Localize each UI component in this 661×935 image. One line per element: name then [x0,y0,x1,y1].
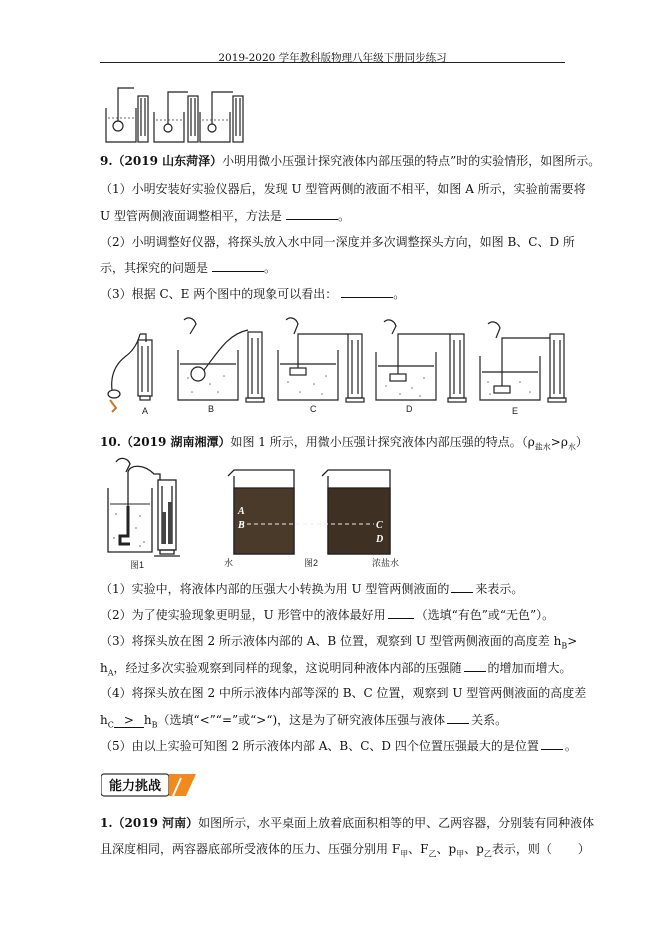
q9-figure-abcde [100,312,570,418]
q10-part1 [100,580,565,597]
q9-part2-blank[interactable] [212,259,264,272]
q10-point-a: A [238,506,245,517]
top-apparatus-figure [100,78,245,146]
q9-fig-label-c: C [310,404,317,414]
section-title: 能力挑战 [108,779,162,794]
q10-part4-end: 关系。 [471,713,508,727]
q10-part4-sub-b: B [151,720,158,730]
q1-c3: 、p [464,842,484,856]
q1-line1 [100,815,595,831]
q10-part3-gt: > [567,634,578,648]
q1-c1: 、F [408,842,429,856]
q10-point-b: B [238,520,245,531]
q9-stem [100,153,601,169]
q10-part5-text: （5）由以上实验可知图 2 所示液体内部 A、B、C、D 四个位置压强最大的是位置 [100,739,539,753]
q10-point-c: C [376,520,383,531]
q10-part1-blank[interactable] [451,580,473,593]
q10-part2 [100,606,565,623]
q1-c2: 、p [436,842,457,856]
q10-fig2-label: 图2 [304,558,319,568]
q10-part4-answer[interactable]: > [114,714,144,728]
q10-stem-close: ） [575,435,588,449]
q10-part3-h: h [100,661,108,675]
q10-part4-h1: h [100,713,108,727]
q9-stem-text: 小明用微小压强计探究液体内部压强的特点”时的实验情形，如图所示。 [222,154,601,168]
q10-part2-text: （2）为了使实验现象更明显，U 形管中的液体最好用 [100,608,386,622]
q10-part1-end: 来表示。 [475,582,524,596]
q1-line2-end: 表示，则（ [491,842,552,856]
q10-part5-end: 。 [564,739,577,753]
q10-point-d: D [376,534,384,545]
q10-part4-sub-c: C [107,720,114,730]
q10-rho-water-sub: 水 [567,442,576,452]
q10-part3-line2 [100,659,572,681]
q10-rho-gt: >ρ [550,435,568,449]
page-header: 2019-2020 学年教科版物理八年级下册同步练习 [218,52,447,64]
q10-source: （2019 湖南湘潭） [120,435,231,449]
q9-part1-line2 [100,207,565,224]
q9-part1-line1: （1）小明安装好实验仪器后，发现 U 型管两侧的液面不相平，如图 A 所示，实验前需要将 [100,182,586,196]
q10-part2-blank[interactable] [388,606,414,619]
q10-water-label: 水 [224,558,234,568]
q9-source: （2019 山东菏泽） [112,154,223,168]
q10-part3-text: （3）将探头放在图 2 所示液体内部的 A、B 位置，观察到 U 型管两侧液面的高度差 h [100,634,562,648]
q9-part3-end: 。 [393,287,406,301]
q9-fig-label-d: D [406,404,413,414]
q10-part2-options: （选填“有色”或“无色”）。 [415,608,555,622]
q9-part2-line2 [100,259,565,276]
q10-part5 [100,737,577,754]
q9-part2-end: 。 [264,261,277,275]
q10-rho-salt-sub: 盐水 [534,442,551,452]
q9-part3 [100,285,565,302]
q10-figure-1-2 [100,452,500,572]
q9-part3-blank[interactable] [341,285,393,298]
q10-part4-blank[interactable] [447,711,469,724]
q10-stem-text: 如图 1 所示，用微小压强计探究液体内部压强的特点。（ρ [230,435,535,449]
header-rule [100,62,565,63]
q9-part3-text: （3）根据 C、E 两个图中的现象可以看出： [100,287,338,301]
q10-part3-text2: ，经过多次实验观察到同样的现象，这说明同种液体内部的压强随 [113,661,462,675]
q1-line1-text: 如图所示，水平桌面上放着底面积相等的甲、乙两容器，分别装有同种液体 [198,816,595,830]
q10-part3-sub-b: B [561,641,568,651]
q1-sub-3: 甲 [456,849,465,859]
q10-part3-line1 [100,633,578,654]
q1-number: 1. [100,816,113,830]
q10-part4-line2 [100,711,565,733]
q10-salt-label: 浓盐水 [372,558,400,568]
q9-number: 9. [100,154,113,168]
section-banner [101,772,196,798]
q1-close: ） [577,842,590,856]
q1-line2-text: 且深度相同，两容器底部所受液体的压力、压强分别用 F [100,842,401,856]
q10-part1-text: （1）实验中，将液体内部的压强大小转换为用 U 型管两侧液面的 [100,582,450,596]
q10-part3-sub-a: A [107,668,114,678]
q10-number: 10. [100,435,121,449]
q1-sub-1: 甲 [400,849,409,859]
q1-sub-4: 乙 [483,849,492,859]
q10-part4-h2: h [143,713,152,727]
q1-source: （2019 河南） [112,816,199,830]
q1-line2 [100,841,590,862]
q10-part3-blank[interactable] [464,659,486,672]
q9-fig-label-a: A [142,406,149,416]
q9-part2-line1: （2）小明调整好仪器，将探头放入水中同一深度并多次调整探头方向，如图 B、C、D 所 [100,235,575,249]
q9-part1-text: U 型管两侧液面调整相平，方法是 [100,209,282,223]
q10-fig1-label: 图1 [130,560,145,570]
q10-part3-end: 的增加而增大。 [487,661,572,675]
q10-part4-text: （选填“<”“=”或“>“)，这是为了研究液体压强与液体 [157,713,446,727]
q9-part1-blank[interactable] [286,207,338,220]
q10-part4-line1: （4）将探头放在图 2 中所示液体内部等深的 B、C 位置，观察到 U 型管两侧液面的高度差 [100,686,587,700]
q9-part2-text: 示，其探究的问题是 [100,261,209,275]
q9-fig-label-b: B [208,404,215,414]
q10-part5-blank[interactable] [541,737,563,750]
q9-fig-label-e: E [512,406,519,416]
q1-sub-2: 乙 [428,849,437,859]
q9-part1-end: 。 [337,209,350,223]
